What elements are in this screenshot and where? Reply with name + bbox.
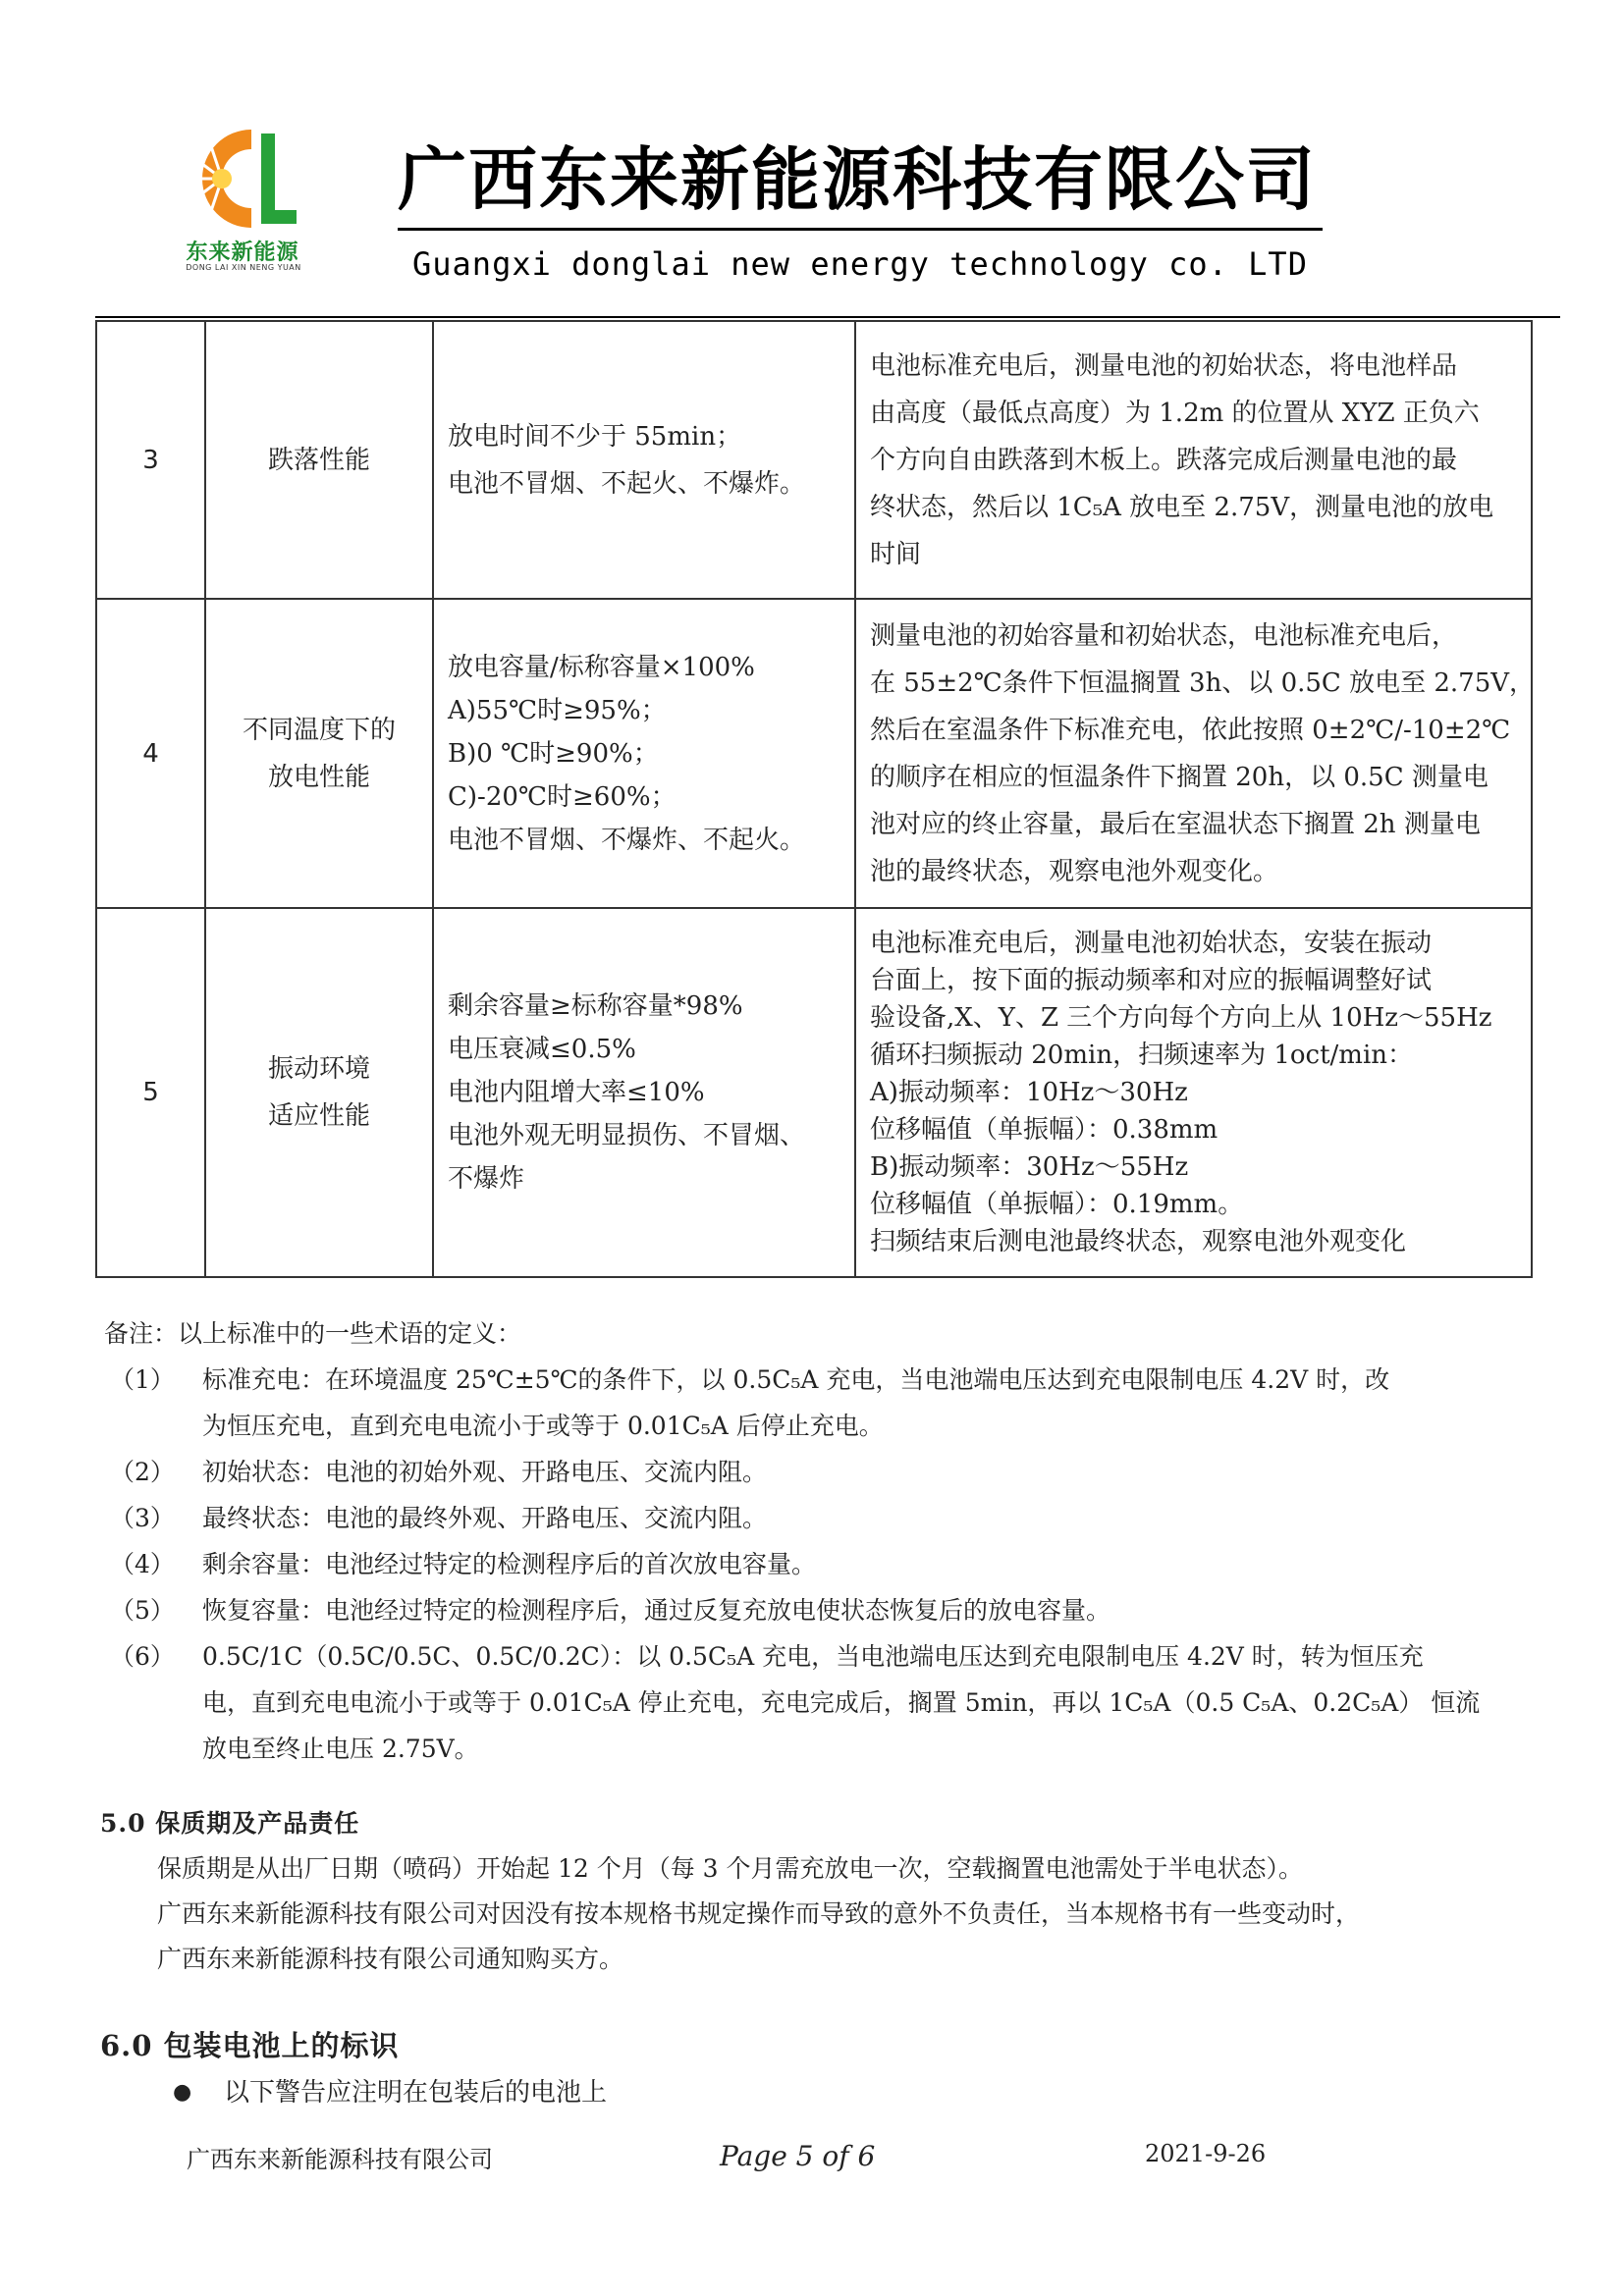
notes-title: 备注：以上标准中的一些术语的定义： <box>104 1319 522 1348</box>
terminology-notes <box>104 1310 1557 1772</box>
test-method-cell: 电池标准充电后，测量电池初始状态，安装在振动 台面上，按下面的振动频率和对应的振幅调整好试 验设备,X、Y、Z 三个方向每个方向上从 10Hz～55Hz 循环扫频振动 20min，扫频速率为 1oct/min： A)振动频率：10Hz～30Hz 位移幅值（单振幅）：0.38mm B)振动频率：30Hz～55Hz 位移幅值（单振幅）：0.19mm。 扫频结束后测电池最终状态，观察电池外观变化 <box>855 908 1532 1277</box>
bullet-item: ● 以下警告应注明在包装后的电池上 <box>100 2071 1553 2114</box>
table-row <box>96 321 1532 599</box>
section-body: 保质期是从出厂日期（喷码）开始起 12 个月（每 3 个月需充放电一次，空载搁置电池需处于半电状态）。 广西东来新能源科技有限公司对因没有按本规格书规定操作而导致的意外不负责任，当本规格书有一些变动时， 广西东来新能源科技有限公司通知购买方。 <box>157 1854 1361 1973</box>
note-item: （4） 剩余容量：电池经过特定的检测程序后的首次放电容量。 <box>110 1550 817 1578</box>
test-method-cell: 测量电池的初始容量和初始状态，电池标准充电后， 在 55±2℃条件下恒温搁置 3h、以 0.5C 放电至 2.75V， 然后在室温条件下标准充电，依此按照 0±2℃/-10±2℃ 的顺序在相应的恒温条件下搁置 20h，以 0.5C 测量电 池对应的终止容量，最后在室温状态下搁置 2h 测量电 池的最终状态，观察电池外观变化。 <box>855 599 1532 908</box>
company-name-english: Guangxi donglai new energy technology co. LTD <box>412 245 1308 283</box>
company-logo <box>175 120 302 238</box>
footer-page-number: Page 5 of 6 <box>720 2140 876 2172</box>
note-item: （5） 恢复容量：电池经过特定的检测程序后，通过反复充放电使状态恢复后的放电容量。 <box>110 1596 1111 1625</box>
logo-pinyin-name: DONG LAI XIN NENG YUAN <box>186 263 301 272</box>
row-number: 3 <box>96 321 205 599</box>
row-number: 5 <box>96 908 205 1277</box>
section-heading: 6.0 包装电池上的标识 <box>100 2029 400 2062</box>
requirement-cell: 放电时间不少于 55min； 电池不冒烟、不起火、不爆炸。 <box>433 321 855 599</box>
section-heading: 5.0 保质期及产品责任 <box>100 1809 360 1838</box>
footer-date: 2021-9-26 <box>1145 2140 1267 2167</box>
bullet-icon: ● <box>173 2080 192 2105</box>
logo-chinese-name: 东来新能源 <box>186 240 299 265</box>
table-row <box>96 908 1532 1277</box>
section-warranty <box>100 1801 1553 1982</box>
note-item: （1） 标准充电：在环境温度 25℃±5℃的条件下，以 0.5C₅A 充电，当电池端电压达到充电限制电压 4.2V 时，改 为恒压充电，直到充电电流小于或等于 0.01C₅A 后停止充电。 <box>110 1365 1390 1440</box>
note-item: （2） 初始状态：电池的初始外观、开路电压、交流内阻。 <box>110 1458 768 1486</box>
company-name-chinese: 广西东来新能源科技有限公司 <box>398 139 1317 220</box>
test-spec-table <box>95 320 1536 1278</box>
requirement-cell: 放电容量/标称容量×100% A)55℃时≥95%； B)0 ℃时≥90%； C)-20℃时≥60%； 电池不冒烟、不爆炸、不起火。 <box>433 599 855 908</box>
test-method-cell: 电池标准充电后，测量电池的初始状态，将电池样品 由高度（最低点高度）为 1.2m 的位置从 XYZ 正负六 个方向自由跌落到木板上。跌落完成后测量电池的最 终状态，然后以 1C₅A 放电至 2.75V，测量电池的放电 时间 <box>855 321 1532 599</box>
note-item: （6） 0.5C/1C（0.5C/0.5C、0.5C/0.2C）：以 0.5C₅A 充电，当电池端电压达到充电限制电压 4.2V 时，转为恒压充 电，直到充电电流小于或等于 0.01C₅A 停止充电，充电完成后，搁置 5min，再以 1C₅A（0.5 C₅A、0.2C₅A） 恒流 放电至终止电压 2.75V。 <box>110 1642 1481 1763</box>
test-item-name: 振动环境 适应性能 <box>205 908 433 1277</box>
table-row <box>96 599 1532 908</box>
test-item-name: 跌落性能 <box>205 321 433 599</box>
footer-company: 广西东来新能源科技有限公司 <box>187 2146 493 2173</box>
logo-mark-icon <box>175 120 302 238</box>
company-name-underline <box>398 228 1323 231</box>
requirement-cell: 剩余容量≥标称容量*98% 电压衰减≤0.5% 电池内阻增大率≤10% 电池外观无明显损伤、不冒烟、 不爆炸 <box>433 908 855 1277</box>
test-item-name: 不同温度下的 放电性能 <box>205 599 433 908</box>
header-divider <box>95 316 1560 318</box>
row-number: 4 <box>96 599 205 908</box>
section-package-marking <box>100 2020 1553 2114</box>
note-item: （3） 最终状态：电池的最终外观、开路电压、交流内阻。 <box>110 1504 768 1532</box>
